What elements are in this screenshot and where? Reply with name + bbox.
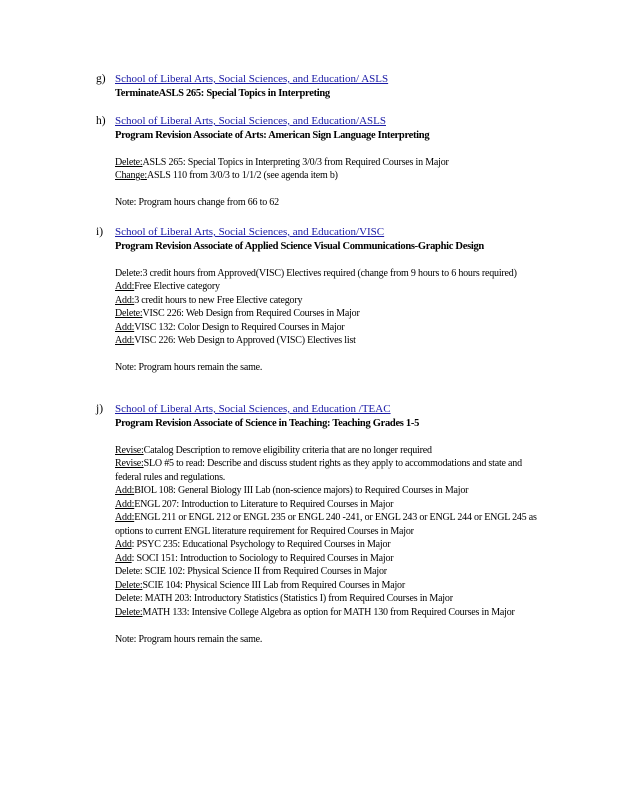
change-line (115, 579, 545, 593)
change-line (115, 457, 545, 484)
change-line (115, 552, 545, 566)
change-label: Add: (115, 485, 135, 496)
change-line (115, 169, 545, 183)
change-label: Change: (115, 170, 147, 181)
change-line (115, 321, 545, 335)
program-note: Note: Program hours remain the same. (115, 362, 263, 373)
agenda-item-i (96, 226, 546, 391)
change-text: ASLS 110 from 3/0/3 to 1/1/2 (see agenda item b) (146, 170, 338, 181)
change-text: VISC 226: Web Design to Approved (VISC) Electives list (134, 335, 356, 346)
change-line (115, 444, 545, 458)
change-line (115, 334, 545, 348)
agenda-item-g (96, 73, 546, 103)
change-text: ASLS 265: Special Topics in Interpreting 3/0/3 from Required Courses in Major (142, 156, 449, 168)
program-note: Note: Program hours change from 66 to 62 (115, 197, 279, 208)
change-line (115, 538, 545, 552)
change-text: SCIE 104: Physical Science III Lab from Required Courses in Major (142, 579, 405, 591)
item-title: TerminateASLS 265: Special Topics in Interpreting (115, 87, 330, 99)
change-label: Delete: (115, 606, 143, 618)
change-text: VISC 132: Color Design to Required Courses in Major (134, 321, 345, 333)
item-title: Program Revision Associate of Applied Science Visual Communications-Graphic Design (115, 240, 484, 252)
item-marker: j) (96, 403, 104, 415)
change-line (115, 592, 545, 606)
change-text: ENGL 207: Introduction to Literature to Required Courses in Major (134, 498, 394, 510)
school-link[interactable]: School of Liberal Arts, Social Sciences, and Education/VISC (115, 226, 385, 238)
agenda-item-h (96, 115, 546, 215)
change-label: Delete: (115, 156, 143, 168)
change-label: Add: (115, 281, 135, 292)
change-label: Add: (115, 335, 135, 346)
change-line (115, 511, 545, 538)
item-title: Program Revision Associate of Arts: American Sign Language Interpreting (115, 129, 430, 141)
change-label: Delete: (115, 308, 143, 319)
change-text: Delete: MATH 203: Introductory Statistics (Statistics I) from Required Courses in Major (115, 593, 453, 604)
item-marker: i) (96, 226, 104, 238)
change-line (115, 307, 545, 321)
change-label: Delete: (115, 579, 143, 591)
item-marker: g) (96, 73, 106, 85)
school-link[interactable]: School of Liberal Arts, Social Sciences, and Education/ ASLS (115, 73, 389, 85)
change-text: SLO #5 to read: Describe and discuss student rights as they apply to accommodations and state and federal rules and regulations. (115, 458, 522, 483)
change-label: Add: (115, 294, 135, 306)
program-note: Note: Program hours remain the same. (115, 633, 263, 645)
change-text: 3 credit hours to new Free Elective category (134, 294, 303, 306)
change-text: VISC 226: Web Design from Required Courses in Major (142, 308, 360, 319)
agenda-item-j (96, 403, 546, 663)
change-label: Revise: (115, 444, 144, 456)
school-link[interactable]: School of Liberal Arts, Social Sciences, and Education /TEAC (115, 403, 391, 415)
school-link[interactable]: School of Liberal Arts, Social Sciences, and Education/ASLS (115, 115, 386, 127)
change-text: : SOCI 151: Introduction to Sociology to Required Courses in Major (131, 552, 394, 564)
change-text: Delete:3 credit hours from Approved(VISC) Electives required (change from 9 hours to 6 hours required) (115, 267, 517, 279)
change-line (115, 484, 545, 498)
change-label: Add: (115, 512, 135, 523)
item-title: Program Revision Associate of Science in Teaching: Teaching Grades 1-5 (115, 417, 420, 429)
change-text: ENGL 211 or ENGL 212 or ENGL 235 or ENGL 240 -241, or ENGL 243 or ENGL 244 or ENGL 245 as options to current ENGL literature requirement for Required Courses in Major (115, 512, 537, 537)
change-text: Free Elective category (134, 281, 220, 292)
change-text: Delete: SCIE 102: Physical Science II from Required Courses in Major (115, 566, 387, 577)
change-line (115, 606, 545, 620)
change-label: Add: (115, 321, 135, 333)
change-line (115, 280, 545, 294)
change-text: BIOL 108: General Biology III Lab (non-science majors) to Required Courses in Major (134, 485, 469, 496)
change-text: Catalog Description to remove eligibility criteria that are no longer required (143, 444, 432, 456)
change-label: Add: (115, 498, 135, 510)
change-text: MATH 133: Intensive College Algebra as option for MATH 130 from Required Courses in Major (142, 606, 515, 618)
change-label: Add (115, 539, 132, 550)
item-marker: h) (96, 115, 106, 127)
change-text: : PSYC 235: Educational Psychology to Required Courses in Major (131, 539, 391, 550)
change-label: Add (115, 552, 132, 564)
change-line (115, 156, 545, 170)
change-label: Revise: (115, 458, 144, 469)
change-line (115, 294, 545, 308)
change-line (115, 267, 545, 281)
change-line (115, 565, 545, 579)
change-line (115, 498, 545, 512)
